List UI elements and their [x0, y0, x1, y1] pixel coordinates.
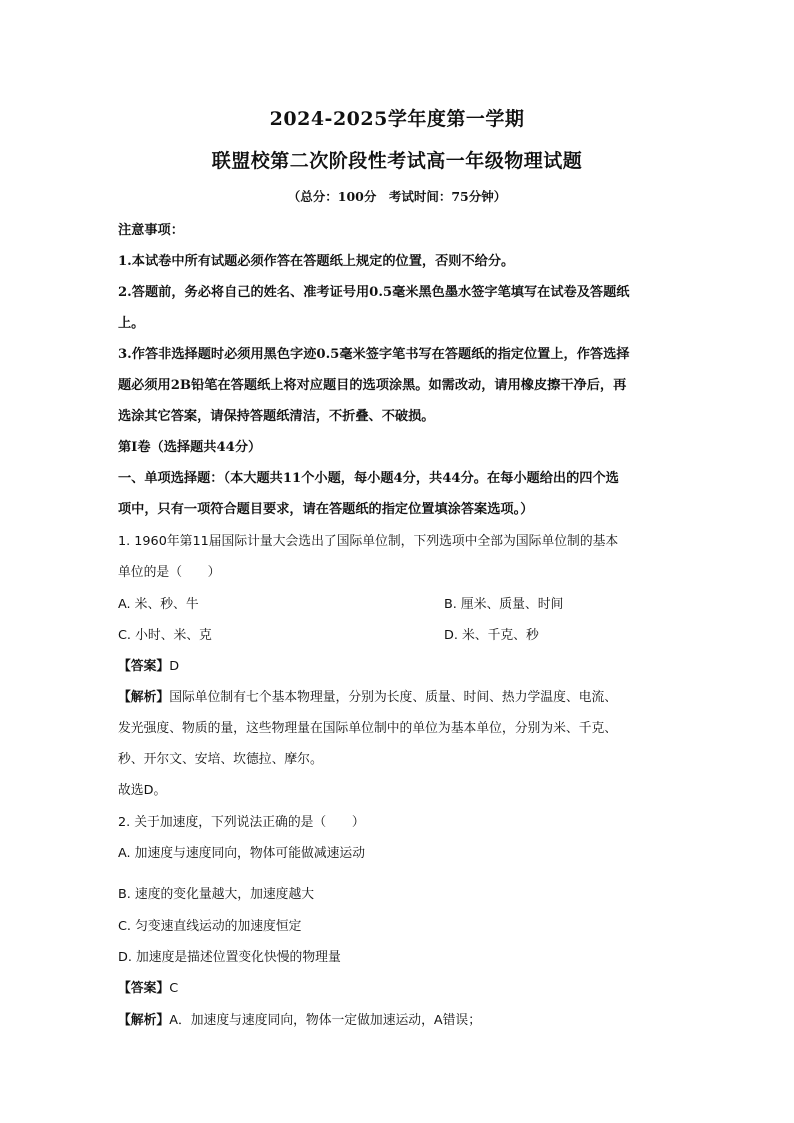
- notice-item-3-line1: 3.作答非选择题时必须用黑色字迹0.5毫米签字笔书写在答题纸的指定位置上，作答选择: [118, 347, 630, 362]
- q1-stem-line1: 1. 1960年第11届国际计量大会选出了国际单位制，下列选项中全部为国际单位制的基本: [118, 534, 619, 549]
- q1-analysis-line1: [118, 686, 617, 705]
- volume-heading: 第Ⅰ卷（选择题共44分）: [118, 440, 262, 455]
- q2-analysis-text1: A．加速度与速度同向，物体一定做加速运动，A错误；: [169, 1013, 482, 1028]
- q2-option-c: C. 匀变速直线运动的加速度恒定: [118, 919, 302, 934]
- notice-item-3-line3: 选涂其它答案，请保持答题纸清洁，不折叠、不破损。: [118, 409, 435, 424]
- q1-option-c: C. 小时、米、克: [118, 628, 212, 643]
- notice-heading: 注意事项：: [118, 223, 184, 238]
- q2-option-a: A. 加速度与速度同向，物体可能做减速运动: [118, 846, 366, 861]
- notice-item-2-line1: 2.答题前，务必将自己的姓名、准考证号用0.5毫米黑色墨水签字笔填写在试卷及答题纸: [118, 285, 630, 300]
- q2-stem: 2. 关于加速度，下列说法正确的是（ ）: [118, 815, 365, 830]
- q2-option-d: D. 加速度是描述位置变化快慢的物理量: [118, 950, 341, 965]
- answer-tag: 【答案】: [118, 659, 170, 674]
- part1-instructions-line1: 一、单项选择题：（本大题共11个小题，每小题4分，共44分。在每小题给出的四个选: [118, 471, 619, 486]
- exam-title-line2: 联盟校第二次阶段性考试高一年级物理试题: [211, 150, 583, 172]
- part1-instructions-line2: 项中，只有一项符合题目要求，请在答题纸的指定位置填涂答案选项。）: [118, 502, 534, 517]
- q1-analysis-line2: 发光强度、物质的量，这些物理量在国际单位制中的单位为基本单位，分别为米、千克、: [118, 721, 618, 736]
- q1-option-a: A. 米、秒、牛: [118, 597, 199, 612]
- notice-item-3-line2: 题必须用2B铅笔在答题纸上将对应题目的选项涂黑。如需改动，请用橡皮擦干净后，再: [118, 378, 627, 393]
- q1-answer: [118, 655, 179, 674]
- q1-stem-line2: 单位的是（ ）: [118, 565, 221, 580]
- q2-answer-value: C: [169, 981, 179, 996]
- analysis-tag: 【解析】: [118, 1013, 170, 1028]
- exam-subtitle: （总分：100分 考试时间：75分钟）: [287, 189, 507, 204]
- analysis-tag: 【解析】: [118, 690, 170, 705]
- q1-answer-value: D: [169, 659, 180, 674]
- q1-analysis-line3: 秒、开尔文、安培、坎德拉、摩尔。: [118, 752, 323, 767]
- q1-option-d: D. 米、千克、秒: [444, 628, 539, 643]
- q1-option-b: B. 厘米、质量、时间: [444, 597, 564, 612]
- q2-answer: [118, 977, 178, 996]
- answer-tag: 【答案】: [118, 981, 170, 996]
- q2-option-b: B. 速度的变化量越大，加速度越大: [118, 887, 315, 902]
- notice-item-1: 1.本试卷中所有试题必须作答在答题纸上规定的位置，否则不给分。: [118, 254, 515, 269]
- q1-analysis-text1: 国际单位制有七个基本物理量，分别为长度、质量、时间、热力学温度、电流、: [169, 690, 618, 705]
- notice-item-2-line2: 上。: [118, 316, 145, 331]
- exam-title-line1: 2024-2025学年度第一学期: [269, 108, 525, 130]
- q2-analysis-line1: [118, 1009, 481, 1028]
- q1-conclusion: 故选D。: [118, 783, 167, 798]
